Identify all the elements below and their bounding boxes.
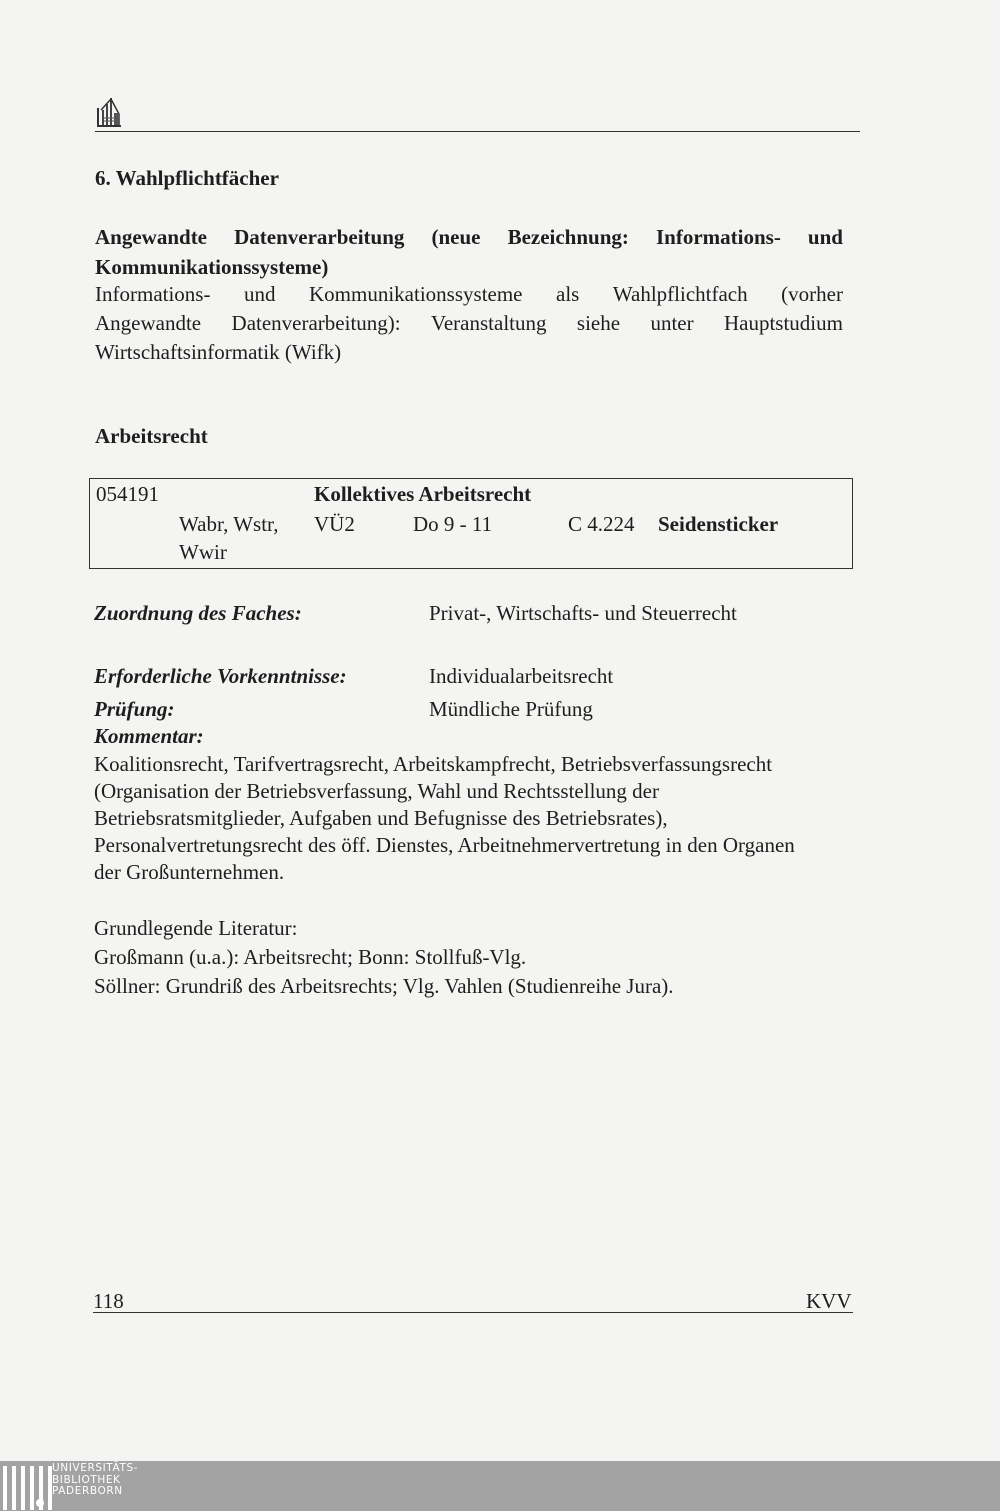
zuordnung-value: Privat-, Wirtschafts- und Steuerrecht <box>429 601 737 625</box>
literatur-item: Söllner: Grundriß des Arbeitsrechts; Vlg. Vahlen (Studienreihe Jura). <box>94 974 674 998</box>
para-word: als <box>556 282 580 306</box>
course-number: 054191 <box>96 482 159 506</box>
subsection-heading-datenverarbeitung <box>95 222 843 282</box>
course-title: Kollektives Arbeitsrecht <box>314 482 532 506</box>
para-word: und <box>244 282 276 306</box>
library-banner <box>0 1461 1000 1511</box>
library-name-line: UNIVERSITÄTS- <box>52 1462 139 1474</box>
heading-word: Angewandte <box>95 225 208 249</box>
course-lecturer: Seidensticker <box>658 512 779 536</box>
section-title: 6. Wahlpflichtfächer <box>95 166 279 190</box>
para-word: Wahlpflichtfach <box>612 282 748 306</box>
literatur-heading: Grundlegende Literatur: <box>94 916 298 940</box>
para-line-3: Wirtschaftsinformatik (Wifk) <box>95 340 342 364</box>
para-word: Informations- <box>95 282 211 306</box>
para-word: (vorher <box>781 282 843 306</box>
footer-abbreviation: KVV <box>806 1289 852 1313</box>
para-word: siehe <box>576 311 621 335</box>
library-building-icon <box>96 96 122 128</box>
course-programs-line2: Wwir <box>179 540 227 564</box>
vorkenntnisse-value: Individualarbeitsrecht <box>429 664 614 688</box>
kommentar-line: Personalvertretungsrecht des öff. Dienstes, Arbeitnehmervertretung in den Organen <box>94 833 795 857</box>
para-word: Datenverarbeitung): <box>231 311 401 335</box>
para-word: Veranstaltung <box>431 311 547 335</box>
literatur-block <box>94 914 854 1001</box>
heading-word: Bezeichnung: <box>507 225 629 249</box>
para-word: Angewandte <box>95 311 202 335</box>
heading-word: (neue <box>431 225 481 249</box>
pruefung-label: Prüfung: <box>94 697 175 721</box>
heading-line-2: Kommunikationssysteme) <box>95 255 329 279</box>
para-word: Hauptstudium <box>723 311 843 335</box>
heading-word: Datenverarbeitung <box>234 225 405 249</box>
kommentar-line: Betriebsratsmitglieder, Aufgaben und Befugnisse des Betriebsrates), <box>94 806 668 830</box>
library-name-line: PADERBORN <box>52 1485 123 1497</box>
pruefung-value: Mündliche Prüfung <box>429 697 593 721</box>
course-programs-line1: Wabr, Wstr, <box>179 512 279 536</box>
literatur-item: Großmann (u.a.): Arbeitsrecht; Bonn: Stollfuß-Vlg. <box>94 945 527 969</box>
subsection-paragraph <box>95 280 843 367</box>
logo-dot-icon <box>36 1499 44 1507</box>
para-word: Kommunikationssysteme <box>309 282 523 306</box>
course-type: VÜ2 <box>314 512 355 536</box>
library-name <box>52 1463 138 1498</box>
kommentar-line: (Organisation der Betriebsverfassung, Wahl und Rechtsstellung der <box>94 779 659 803</box>
course-room: C 4.224 <box>568 512 635 536</box>
subsection-heading-arbeitsrecht: Arbeitsrecht <box>95 424 208 448</box>
para-word: unter <box>650 311 694 335</box>
kommentar-line: der Großunternehmen. <box>94 860 285 884</box>
zuordnung-label: Zuordnung des Faches: <box>94 601 302 625</box>
header-rule <box>95 131 860 132</box>
kommentar-line: Koalitionsrecht, Tarifvertragsrecht, Arbeitskampfrecht, Betriebsverfassungsrecht <box>94 752 773 776</box>
library-barcode-logo-icon <box>3 1466 52 1510</box>
kommentar-label: Kommentar: <box>94 724 204 748</box>
course-box <box>89 478 853 569</box>
course-time: Do 9 - 11 <box>413 512 493 536</box>
heading-word: Informations- <box>655 225 781 249</box>
page-number: 118 <box>93 1289 124 1313</box>
heading-word: und <box>807 225 843 249</box>
kommentar-body <box>94 751 854 886</box>
footer-rule <box>93 1312 853 1313</box>
vorkenntnisse-label: Erforderliche Vorkenntnisse: <box>94 664 347 688</box>
library-name-line: BIBLIOTHEK <box>52 1473 121 1486</box>
